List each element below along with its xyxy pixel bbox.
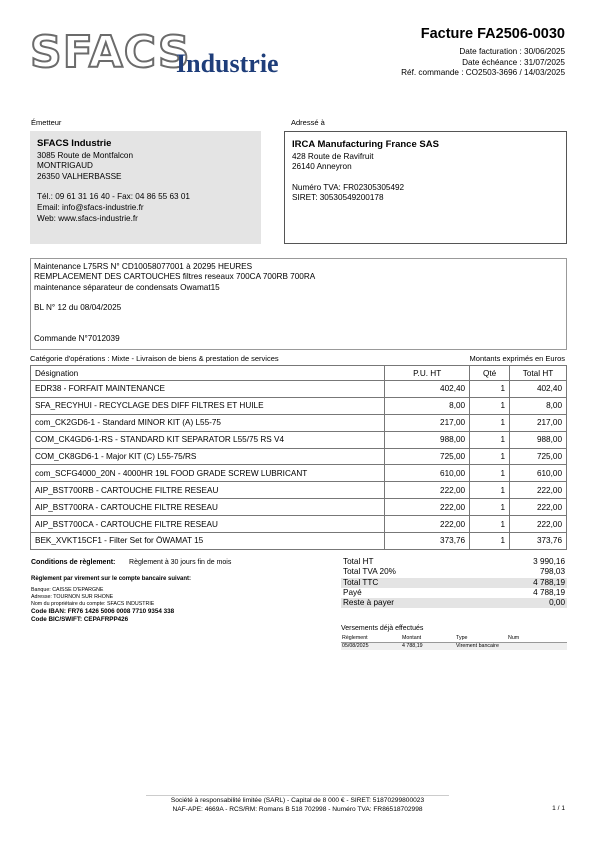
- recipient-address-1: 428 Route de Ravifruit: [292, 151, 374, 161]
- invoice-meta: [401, 47, 565, 79]
- table-row: [31, 516, 567, 533]
- payment-type: Virement bancaire: [455, 642, 567, 650]
- table-row: [31, 465, 567, 482]
- table-header-row: [31, 366, 567, 381]
- totals-value: 4 788,19: [533, 577, 565, 587]
- invoice-lines-table: [30, 365, 567, 550]
- totals-value: 3 990,16: [533, 557, 565, 566]
- cell-total: 725,00: [510, 448, 567, 465]
- table-row: [31, 499, 567, 516]
- table-row: [31, 431, 567, 448]
- cell-total: 373,76: [510, 533, 567, 550]
- page-number: 1 / 1: [552, 805, 565, 812]
- recipient-vat: Numéro TVA: FR02305305492: [292, 182, 405, 192]
- cell-pu: 988,00: [385, 431, 470, 448]
- cell-pu: 610,00: [385, 465, 470, 482]
- col-total: Total HT: [510, 366, 567, 381]
- emitter-label: Émetteur: [31, 118, 62, 127]
- cell-pu: 222,00: [385, 482, 470, 499]
- totals-row: [341, 588, 567, 598]
- totals-label: Reste à payer: [343, 598, 394, 608]
- emitter-address-3: 26350 VALHERBASSE: [37, 171, 122, 181]
- cell-pu: 725,00: [385, 448, 470, 465]
- conditions-value: Règlement à 30 jours fin de mois: [129, 559, 232, 566]
- recipient-box: [284, 131, 567, 244]
- account-owner: Nom du propriétaire du compte: SFACS INDUSTRIE: [31, 600, 155, 607]
- cell-qte: 1: [470, 533, 510, 550]
- emitter-name: SFACS Industrie: [37, 138, 112, 149]
- currency-note: Montants exprimés en Euros: [469, 354, 565, 363]
- invoice-title: Facture FA2506-0030: [420, 26, 565, 42]
- payments-col-amount: Montant: [401, 634, 455, 642]
- payments-col-num: Num: [507, 634, 567, 642]
- recipient-siret: SIRET: 30530549200178: [292, 193, 384, 203]
- totals-label: Payé: [343, 587, 362, 597]
- company-logo: [30, 28, 290, 84]
- footer-legal-1: Société à responsabilité limitée (SARL) - Capital de 8 000 € - SIRET: 51870299800023: [170, 797, 425, 804]
- cell-pu: 222,00: [385, 499, 470, 516]
- cell-total: 610,00: [510, 465, 567, 482]
- table-row: [31, 397, 567, 414]
- order-reference: Réf. commande : CO2503-3696 / 14/03/2025: [401, 68, 565, 77]
- payments-table: [341, 634, 567, 650]
- payments-title: Versements déjà effectués: [341, 625, 424, 632]
- cell-designation: EDR38 - FORFAIT MAINTENANCE: [31, 381, 385, 398]
- totals-label: Total HT: [343, 557, 374, 566]
- col-unit-price: P.U. HT: [385, 366, 470, 381]
- delivery-note: BL N° 12 du 08/04/2025: [34, 303, 122, 313]
- totals-value: 4 788,19: [533, 587, 565, 597]
- totals-block: [341, 557, 567, 608]
- cell-total: 217,00: [510, 414, 567, 431]
- totals-value: 798,03: [539, 567, 565, 577]
- totals-value: 0,00: [549, 598, 565, 608]
- emitter-address-2: MONTRIGAUD: [37, 161, 93, 171]
- payments-col-date: Règlement: [341, 634, 401, 642]
- logo-brand: SFACS: [30, 27, 191, 78]
- invoice-date: Date facturation : 30/06/2025: [459, 47, 565, 56]
- cell-qte: 1: [470, 414, 510, 431]
- payments-header-row: [341, 634, 567, 642]
- cell-total: 402,40: [510, 381, 567, 398]
- col-quantity: Qté: [470, 366, 510, 381]
- emitter-email[interactable]: Email: info@sfacs-industrie.fr: [37, 202, 144, 212]
- totals-label: Total TTC: [343, 577, 379, 587]
- cell-designation: BEK_XVKT15CF1 - Filter Set for ÖWAMAT 15: [31, 533, 385, 550]
- cell-pu: 8,00: [385, 397, 470, 414]
- cell-total: 222,00: [510, 499, 567, 516]
- table-row: [31, 381, 567, 398]
- invoice-description: [30, 258, 567, 350]
- cell-designation: com_SCFG4000_20N - 4000HR 19L FOOD GRADE SCREW LUBRICANT: [31, 465, 385, 482]
- invoice-due-date: Date échéance : 31/07/2025: [462, 57, 565, 67]
- recipient-address-2: 26140 Anneyron: [292, 162, 352, 172]
- cell-qte: 1: [470, 381, 510, 398]
- description-line: maintenance séparateur de condensats Owamat15: [34, 282, 220, 292]
- cell-designation: COM_CK4GD6-1-RS - STANDARD KIT SEPARATOR L55/75 RS V4: [31, 431, 385, 448]
- col-designation: Désignation: [31, 366, 385, 381]
- cell-qte: 1: [470, 448, 510, 465]
- cell-designation: com_CK2GD6-1 - Standard MINOR KIT (A) L55-75: [31, 414, 385, 431]
- payment-conditions: [31, 559, 321, 624]
- cell-pu: 222,00: [385, 516, 470, 533]
- payment-date: 05/08/2025: [341, 642, 401, 650]
- bank-address: Adresse: TOURNON SUR RHONE: [31, 593, 114, 600]
- conditions-label: Conditions de règlement:: [31, 559, 116, 566]
- cell-designation: AIP_BST700RB - CARTOUCHE FILTRE RESEAU: [31, 482, 385, 499]
- totals-row: [341, 557, 567, 567]
- cell-total: 988,00: [510, 431, 567, 448]
- cell-pu: 373,76: [385, 533, 470, 550]
- order-number: Commande N°7012039: [34, 333, 120, 343]
- description-line: Maintenance L75RS N° CD10058077001 à 20295 HEURES: [34, 262, 253, 271]
- table-row: [31, 414, 567, 431]
- cell-designation: COM_CK8GD6-1 - Major KIT (C) L55-75/RS: [31, 448, 385, 465]
- totals-row: [341, 567, 567, 577]
- recipient-name: IRCA Manufacturing France SAS: [292, 139, 439, 150]
- description-line: REMPLACEMENT DES CARTOUCHES filtres reseaux 700CA 700RB 700RA: [34, 272, 316, 282]
- logo-suffix: Industrie: [176, 49, 279, 78]
- emitter-phone: Tél.: 09 61 31 16 40 - Fax: 04 86 55 63 01: [37, 192, 190, 202]
- emitter-box: [30, 131, 261, 244]
- cell-pu: 402,40: [385, 381, 470, 398]
- cell-qte: 1: [470, 516, 510, 533]
- footer-legal-2: NAF-APE: 4669A - RCS/RM: Romans B 518 702998 - Numéro TVA: FR86518702998: [172, 806, 423, 813]
- transfer-title: Règlement par virement sur le compte bancaire suivant:: [31, 575, 192, 582]
- totals-row: [341, 598, 567, 608]
- cell-qte: 1: [470, 465, 510, 482]
- operation-category: Catégorie d'opérations : Mixte - Livraison de biens & prestation de services: [30, 354, 279, 363]
- table-row: [341, 642, 567, 650]
- cell-total: 222,00: [510, 516, 567, 533]
- iban: Code IBAN: FR76 1426 5006 0008 7710 9354 338: [31, 607, 175, 615]
- table-row: [31, 482, 567, 499]
- table-row: [31, 533, 567, 550]
- cell-total: 222,00: [510, 482, 567, 499]
- payments-col-type: Type: [455, 634, 507, 642]
- bank-name: Banque: CAISSE D'EPARGNE: [31, 586, 104, 593]
- cell-designation: AIP_BST700CA - CARTOUCHE FILTRE RESEAU: [31, 516, 385, 533]
- cell-qte: 1: [470, 397, 510, 414]
- emitter-website[interactable]: Web: www.sfacs-industrie.fr: [37, 213, 138, 223]
- cell-qte: 1: [470, 431, 510, 448]
- emitter-address-1: 3085 Route de Montfalcon: [37, 150, 134, 160]
- recipient-label: Adressé à: [291, 118, 325, 127]
- table-row: [31, 448, 567, 465]
- cell-qte: 1: [470, 482, 510, 499]
- totals-row: [341, 578, 567, 588]
- cell-total: 8,00: [510, 397, 567, 414]
- cell-pu: 217,00: [385, 414, 470, 431]
- footer: [0, 796, 595, 814]
- bic: Code BIC/SWIFT: CEPAFRPP426: [31, 615, 129, 623]
- cell-designation: SFA_RECYHUI - RECYCLAGE DES DIFF FILTRES ET HUILE: [31, 397, 385, 414]
- totals-label: Total TVA 20%: [343, 567, 396, 577]
- cell-qte: 1: [470, 499, 510, 516]
- payment-amount: 4 788,19: [401, 642, 455, 650]
- cell-designation: AIP_BST700RA - CARTOUCHE FILTRE RESEAU: [31, 499, 385, 516]
